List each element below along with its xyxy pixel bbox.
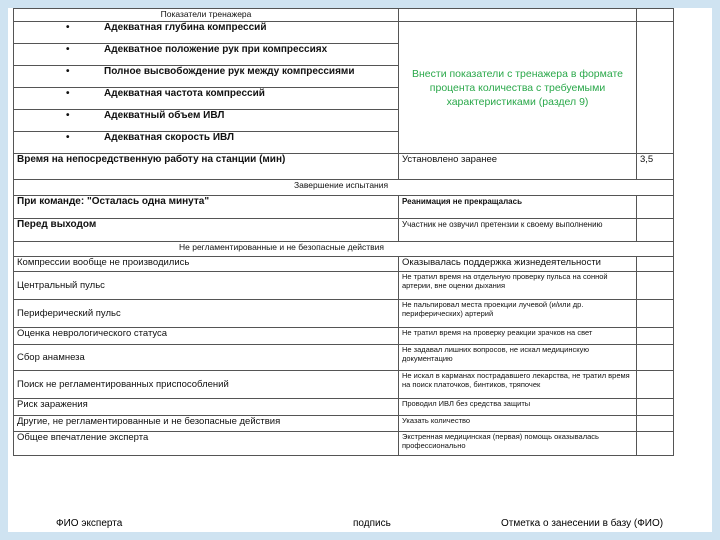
time-value: 3,5 [637,154,674,180]
signature-footer [8,513,712,532]
assessment-table [13,8,674,456]
time-label: Время на непосредственную работу на станции (мин) [14,154,399,180]
table-row-value: Не пальпировал места проекции лучевой (и/или др. периферических) артерий [399,300,637,328]
bullet-item: • Адекватное положение рук при компрессиях [14,44,399,66]
unregulated-header: Не регламентированные и не безопасные действия [14,242,674,257]
table-row-value: Оказывалась поддержка жизнедеятельности [399,257,637,272]
table-row-value: Не задавал лишних вопросов, не искал медицинскую документацию [399,345,637,371]
document-sheet [8,8,712,532]
bullet-icon: • [66,44,70,55]
bullet-item: • Адекватная глубина компрессий [14,22,399,44]
command-label: При команде: "Осталась одна минута" [14,196,399,219]
table-row-label: Риск заражения [14,399,399,416]
table-row-value: Не тратил время на проверку реакции зрачков на свет [399,328,637,345]
bullet-item: • Адекватный объем ИВЛ [14,110,399,132]
trainer-note: Внести показатели с тренажера в формате процента количества с требуемыми характеристиками (раздел 9) [399,22,637,154]
table-row-label: Центральный пульс [14,272,399,300]
trainer-header: Показатели тренажера [14,9,399,22]
table-row-value: Не искал в карманах пострадавшего лекарства, не тратил время на поиск платочков, бинтиков, тряпочек [399,371,637,399]
table-row-label: Другие, не регламентированные и не безопасные действия [14,416,399,432]
exit-label: Перед выходом [14,219,399,242]
table-row-label: Компрессии вообще не производились [14,257,399,272]
bullet-item: • Адекватная скорость ИВЛ [14,132,399,154]
command-value: Реанимация не прекращалась [399,196,637,219]
signature-caption: подпись [353,518,391,529]
table-row-value: Указать количество [399,416,637,432]
db-mark-caption: Отметка о занесении в базу (ФИО) [501,518,664,529]
bullet-icon: • [66,66,70,77]
table-row-value: Экстренная медицинская (первая) помощь оказывалась профессионально [399,432,637,456]
table-row-label: Оценка неврологического статуса [14,328,399,345]
table-row-label: Общее впечатление эксперта [14,432,399,456]
bullet-icon: • [66,88,70,99]
exit-value: Участник не озвучил претензии к своему выполнению [399,219,637,242]
bullet-item: • Полное высвобождение рук между компрессиями [14,66,399,88]
bullet-icon: • [66,110,70,121]
expert-name-caption: ФИО эксперта [56,518,123,529]
table-row-label: Сбор анамнеза [14,345,399,371]
table-row-label: Периферический пульс [14,300,399,328]
table-row-label: Поиск не регламентированных приспособлений [14,371,399,399]
bullet-icon: • [66,22,70,33]
table-row-value: Проводил ИВЛ без средства защиты [399,399,637,416]
completion-header: Завершение испытания [14,180,674,196]
table-row-value: Не тратил время на отдельную проверку пульса на сонной артерии, вне оценки дыхания [399,272,637,300]
bullet-icon: • [66,132,70,143]
time-middle: Установлено заранее [399,154,637,180]
bullet-item: • Адекватная частота компрессий [14,88,399,110]
